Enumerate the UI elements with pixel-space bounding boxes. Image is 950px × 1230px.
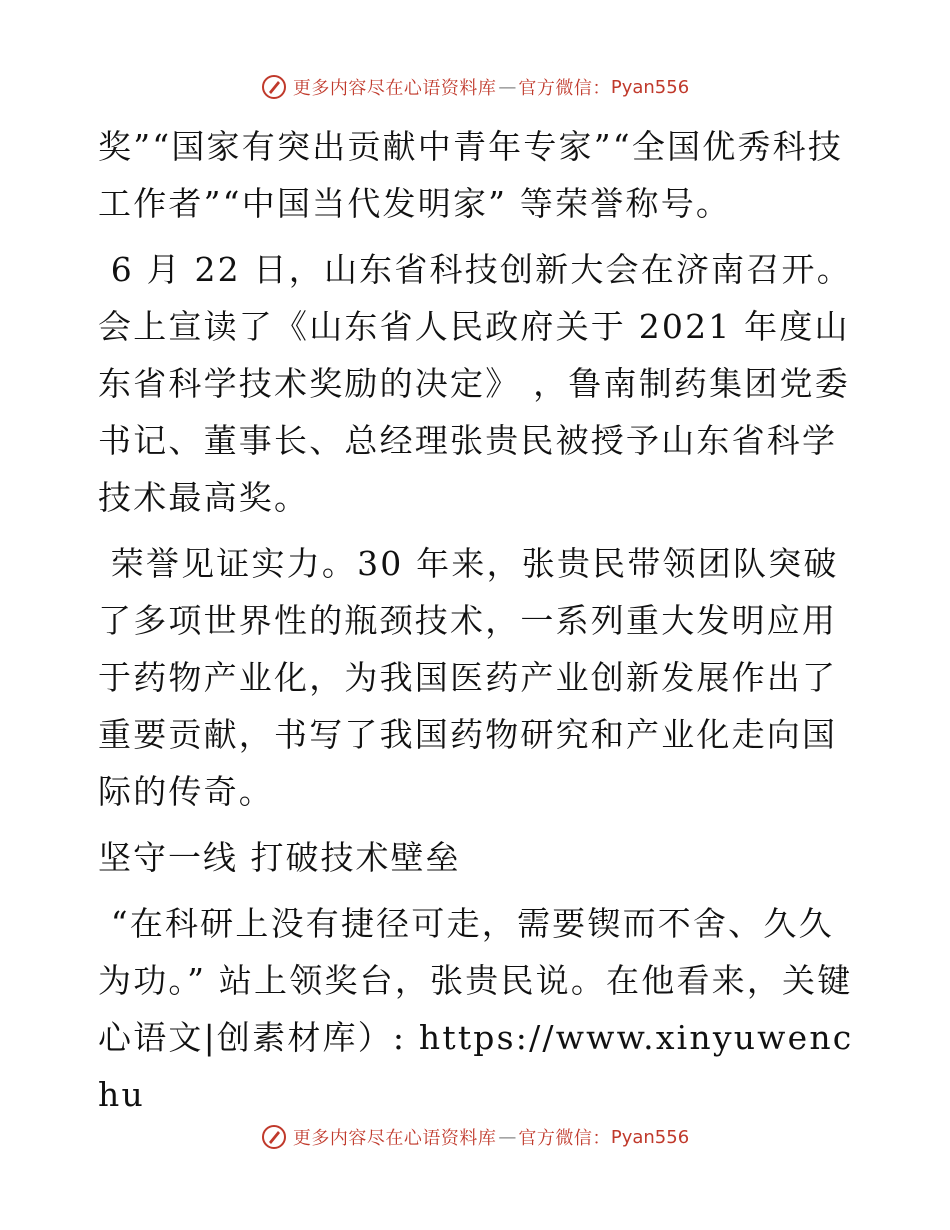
header-watermark xyxy=(0,74,950,100)
paragraph-3: 荣誉见证实力。30 年来，张贵民带领团队突破了多项世界性的瓶颈技术，一系列重大发明应用于药物产业化，为我国医药产业创新发展作出了重要贡献，书写了我国药物研究和产业化走向国际的传奇。 xyxy=(98,544,839,811)
pen-logo-icon xyxy=(261,74,287,100)
paragraph-2: 6 月 22 日，山东省科技创新大会在济南召开。会上宣读了《山东省人民政府关于 2021 年度山东省科学技术奖励的决定》 ，鲁南制药集团党委书记、董事长、总经理张贵民被授予山东省科学技术最高奖。 xyxy=(98,250,852,517)
document-body xyxy=(98,118,858,1132)
pen-logo-icon xyxy=(261,1124,287,1150)
paragraph-4: “在科研上没有捷径可走，需要锲而不舍、久久为功。” 站上领奖台，张贵民说。在他看来，关键心语文|创素材库）: https://www.xinyuwenchu xyxy=(98,904,854,1114)
watermark-label: 官方微信： xyxy=(518,78,611,99)
watermark-handle: Pyan556 xyxy=(610,1126,690,1148)
section-heading: 坚守一线 打破技术壁垒 xyxy=(98,838,461,877)
footer-watermark xyxy=(0,1124,950,1150)
watermark-separator: — xyxy=(498,1126,517,1148)
watermark-separator: — xyxy=(498,76,517,98)
paragraph-1: 奖”“国家有突出贡献中青年专家”“全国优秀科技工作者”“中国当代发明家” 等荣誉称号。 xyxy=(98,127,844,223)
watermark-text: 更多内容尽在心语资料库 xyxy=(292,1128,497,1149)
watermark-label: 官方微信： xyxy=(518,1128,611,1149)
watermark-text: 更多内容尽在心语资料库 xyxy=(292,78,497,99)
watermark-handle: Pyan556 xyxy=(610,76,690,98)
